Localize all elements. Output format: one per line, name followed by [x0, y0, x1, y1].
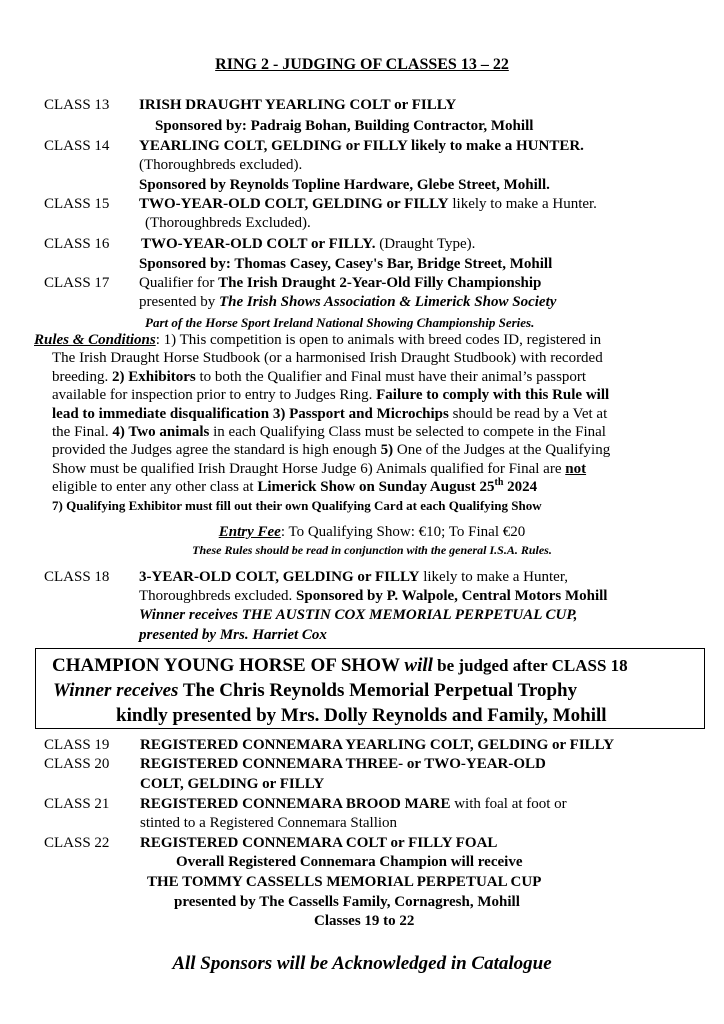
class-14-name: YEARLING COLT, GELDING or FILLY likely to make a HUNTER.: [139, 138, 584, 154]
champion-judged: be judged after CLASS 18: [432, 656, 628, 675]
entry-fee-text: : To Qualifying Show: €10; To Final €20: [280, 524, 526, 540]
class-15-name-bold: TWO-YEAR-OLD COLT, GELDING or FILLY: [139, 196, 449, 212]
class-17-pres-pre: presented by: [139, 294, 219, 310]
class-17-presented: [139, 294, 556, 311]
class-18-presented: presented by Mrs. Harriet Cox: [139, 627, 327, 643]
class-18-line-2a: Thoroughbreds excluded.: [139, 588, 297, 604]
rules-line-6c: in each Qualifying Class must be selected to compete in the Final: [209, 424, 606, 441]
class-20-name: REGISTERED CONNEMARA THREE- or TWO-YEAR-OLD: [140, 756, 546, 772]
rules-line-9a: eligible to enter any other class at: [52, 479, 258, 496]
class-18-label: CLASS 18: [44, 569, 110, 585]
class-18-name-rest: likely to make a Hunter,: [419, 569, 568, 585]
class-16-name: [141, 236, 475, 253]
entry-fee-label: Entry Fee: [218, 524, 281, 540]
rules-line-9c: 2024: [503, 479, 538, 496]
class-21-name: [140, 796, 567, 813]
rules-line-8: Show must be qualified Irish Draught Horse Judge 6) Animals qualified for Final are: [52, 460, 566, 477]
class-22-champion: Overall Registered Connemara Champion will receive: [176, 854, 523, 870]
champion-line-1: [52, 655, 628, 677]
champion-title: CHAMPION YOUNG HORSE OF SHOW: [52, 655, 405, 676]
champion-line-2: [53, 680, 577, 702]
class-16-label: CLASS 16: [44, 236, 110, 252]
class-17-label: CLASS 17: [44, 275, 110, 291]
class-17-qual-bold: The Irish Draught 2-Year-Old Filly Championship: [218, 275, 542, 291]
class-17-pres-bold: The Irish Shows Association & Limerick Show Society: [218, 294, 557, 310]
class-17-qual-pre: Qualifier for: [139, 275, 219, 291]
class-16-name-bold: TWO-YEAR-OLD COLT or FILLY.: [141, 236, 376, 252]
rules-line-9-sup: th: [494, 477, 504, 489]
rules-line-2: The Irish Draught Horse Studbook (or a harmonised Irish Draught Studbook) with recorded: [52, 350, 603, 367]
rules-and-conditions: [34, 331, 714, 515]
class-18-name-bold: 3-YEAR-OLD COLT, GELDING or FILLY: [139, 569, 420, 585]
rules-line-9b: Limerick Show on Sunday August 25: [257, 479, 495, 496]
class-22-classes: Classes 19 to 22: [314, 913, 415, 929]
rules-line-5a: lead to immediate disqualification 3) Passport and Microchips: [52, 405, 449, 422]
rules-line-3a: breeding.: [52, 368, 112, 385]
class-13-sponsor: Sponsored by: Padraig Bohan, Building Contractor, Mohill: [155, 118, 534, 134]
class-21-name-bold: REGISTERED CONNEMARA BROOD MARE: [140, 796, 451, 812]
class-22-cup: THE TOMMY CASSELLS MEMORIAL PERPETUAL CUP: [147, 874, 542, 890]
champion-trophy: The Chris Reynolds Memorial Perpetual Trophy: [178, 680, 578, 701]
class-18-prize: Winner receives THE AUSTIN COX MEMORIAL PERPETUAL CUP,: [139, 607, 578, 623]
rules-line-6b: 4) Two animals: [112, 424, 210, 441]
class-18-line-2: [139, 588, 607, 605]
rules-line-5b: should be read by a Vet at: [448, 405, 608, 422]
page-title: RING 2 - JUDGING OF CLASSES 13 – 22: [215, 56, 509, 73]
class-16-name-rest: (Draught Type).: [375, 236, 476, 252]
class-14-label: CLASS 14: [44, 138, 110, 154]
rules-line-10: 7) Qualifying Exhibitor must fill out their own Qualifying Card at each Qualifying Show: [52, 497, 542, 513]
class-13-label: CLASS 13: [44, 97, 110, 113]
rules-line-7a: provided the Judges agree the standard is high enough: [52, 442, 381, 459]
rules-line-4b: Failure to comply with this Rule will: [376, 387, 610, 404]
class-18-name: [139, 569, 568, 586]
class-18-sponsor: Sponsored by P. Walpole, Central Motors Mohill: [296, 588, 608, 604]
class-17-qualifier: [139, 275, 541, 292]
class-13-name: IRISH DRAUGHT YEARLING COLT or FILLY: [139, 97, 457, 113]
class-14-note: (Thoroughbreds excluded).: [139, 157, 303, 173]
class-15-name-rest: likely to make a Hunter.: [448, 196, 597, 212]
class-15-note: (Thoroughbreds Excluded).: [145, 215, 311, 231]
class-20-name-2: COLT, GELDING or FILLY: [140, 776, 325, 792]
class-21-name-rest: with foal at foot or: [450, 796, 567, 812]
rules-line-3b: 2) Exhibitors: [111, 368, 196, 385]
footer-acknowledgement: All Sponsors will be Acknowledged in Catalogue: [172, 953, 552, 974]
champion-winner-receives: Winner receives: [53, 680, 179, 701]
rules-line-7c: One of the Judges at the Qualifying: [393, 442, 611, 459]
class-21-line-2: stinted to a Registered Connemara Stallion: [140, 815, 398, 831]
class-17-series: Part of the Horse Sport Ireland National Showing Championship Series.: [145, 315, 535, 330]
class-19-name: REGISTERED CONNEMARA YEARLING COLT, GELDING or FILLY: [140, 737, 615, 753]
class-19-label: CLASS 19: [44, 737, 110, 753]
champion-box: [35, 648, 705, 729]
rules-line-4a: available for inspection prior to entry to Judges Ring.: [52, 387, 377, 404]
class-22-label: CLASS 22: [44, 835, 110, 851]
entry-fee: [0, 524, 724, 541]
rules-line-6a: the Final.: [52, 424, 113, 441]
class-15-label: CLASS 15: [44, 196, 110, 212]
isa-rules-note: These Rules should be read in conjunction with the general I.S.A. Rules.: [192, 543, 552, 557]
rules-line-8-not: not: [565, 460, 587, 477]
champion-will: will: [404, 655, 433, 676]
rules-line-3c: to both the Qualifier and Final must have their animal’s passport: [195, 368, 587, 385]
champion-line-3: kindly presented by Mrs. Dolly Reynolds and Family, Mohill: [116, 705, 607, 726]
rules-heading: Rules & Conditions: [34, 332, 156, 348]
rules-line-1: : 1) This competition is open to animals with breed codes ID, registered in: [155, 332, 602, 348]
class-22-name: REGISTERED CONNEMARA COLT or FILLY FOAL: [140, 835, 498, 851]
rules-line-7b: 5): [380, 442, 394, 459]
class-22-presented: presented by The Cassells Family, Cornagresh, Mohill: [174, 894, 520, 910]
class-21-label: CLASS 21: [44, 796, 110, 812]
class-20-label: CLASS 20: [44, 756, 110, 772]
class-16-sponsor: Sponsored by: Thomas Casey, Casey's Bar, Bridge Street, Mohill: [139, 256, 553, 272]
class-15-name: [139, 196, 597, 213]
class-14-sponsor: Sponsored by Reynolds Topline Hardware, Glebe Street, Mohill.: [139, 177, 550, 193]
